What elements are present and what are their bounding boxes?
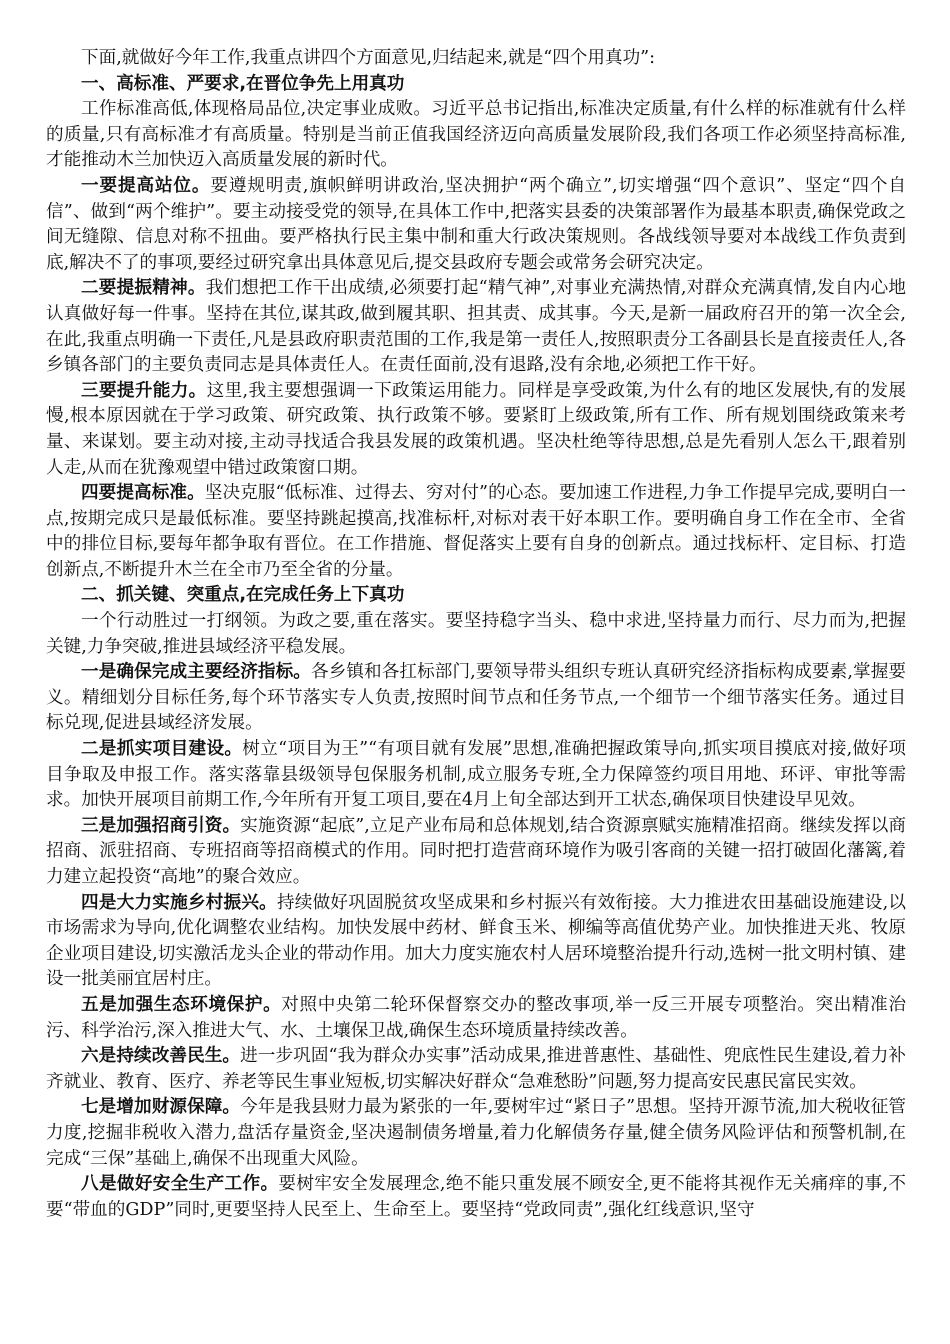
section-2-item-5 xyxy=(46,993,906,1044)
item-lead: 七是增加财源保障。 xyxy=(81,1097,241,1118)
section-1-item-2 xyxy=(46,276,906,378)
item-text: 持续做好巩固脱贫攻坚成果和乡村振兴有效衔接。大力推进农田基础设施建设,以市场需求为导向,优化调整农业结构。加快发展中药材、鲜食玉米、柳编等高值优势产业。加快推进天兆、牧原企业项目建设,切实激活龙头企业的带动作用。加大力度实施农村人居环境整治提升行动,选树一批文明村镇、建设一批美丽宜居村庄。 xyxy=(46,892,906,990)
section-2-item-8 xyxy=(46,1172,906,1223)
item-text: 树立“项目为王”“有项目就有发展”思想,准确把握政策导向,抓实项目摸底对接,做好项目争取及申报工作。落实落靠县级领导包保服务机制,成立服务专班,全力保障签约项目用地、环评、审批等需求。加快开展项目前期工作,今年所有开复工项目,要在4月上旬全部达到开工状态,确保项目快建设早见效。 xyxy=(46,739,906,811)
section-2-item-1 xyxy=(46,660,906,737)
section-2-item-4 xyxy=(46,891,906,993)
item-text: 实施资源“起底”,立足产业布局和总体规划,结合资源禀赋实施精准招商。继续发挥以商招商、派驻招商、专班招商等招商模式的作用。同时把打造营商环境作为吸引客商的关键一招打破固化藩篱,着力建立起投资“高地”的聚合效应。 xyxy=(46,815,906,887)
section-2-heading: 二、抓关键、突重点,在完成任务上下真功 xyxy=(81,585,405,606)
section-2-item-2 xyxy=(46,737,906,814)
item-text: 坚决克服“低标准、过得去、穷对付”的心态。要加速工作进程,力争工作提早完成,要明白一点,按期完成只是最低标准。要坚持跳起摸高,找准标杆,对标对表干好本职工作。要明确自身工作在全市、全省中的排位目标,要每年都争取有晋位。在工作措施、督促落实上要有自身的创新点。通过找标杆、定目标、打造创新点,不断提升木兰在全市乃至全省的分量。 xyxy=(46,483,906,580)
item-text: 这里,我主要想强调一下政策运用能力。同样是享受政策,为什么有的地区发展快,有的发展慢,根本原因就在于学习政策、研究政策、执行政策不够。要紧盯上级政策,所有工作、所有规划围绕政策来考量、来谋划。要主动对接,主动寻找适合我县发展的政策机遇。坚决杜绝等待思想,总是先看别人怎么干,跟着别人走,从而在犹豫观望中错过政策窗口期。 xyxy=(46,380,906,478)
item-lead: 二是抓实项目建设。 xyxy=(81,739,243,760)
item-lead: 三要提升能力。 xyxy=(81,380,207,401)
item-lead: 一是确保完成主要经济指标。 xyxy=(81,662,311,683)
item-lead: 二要提振精神。 xyxy=(81,278,206,299)
item-text: 要遵规明责,旗帜鲜明讲政治,坚决拥护“两个确立”,切实增强“四个意识”、坚定“四个自信”、做到“两个维护”。要主动接受党的领导,在具体工作中,把落实县委的决策部署作为最基本职责,确保党政之间无缝隙、信息对称不扭曲。要严格执行民主集中制和重大行政决策规则。各战线领导要对本战线工作负责到底,解决不了的事项,要经过研究拿出具体意见后,提交县政府专题会或常务会研究决定。 xyxy=(46,175,906,273)
item-lead: 五是加强生态环境保护。 xyxy=(81,994,282,1015)
item-text: 各乡镇和各扛标部门,要领导带头组织专班认真研究经济指标构成要素,掌握要义。精细划分目标任务,每个环节落实专人负责,按照时间节点和任务节点,一个细节一个细节落实任务。通过目标兑现,促进县域经济发展。 xyxy=(46,662,906,734)
section-2-intro: 一个行动胜过一打纲领。为政之要,重在落实。要坚持稳字当头、稳中求进,坚持量力而行、尽力而为,把握关键,力争突破,推进县域经济平稳发展。 xyxy=(46,611,906,657)
item-text: 对照中央第二轮环保督察交办的整改事项,举一反三开展专项整治。突出精准治污、科学治污,深入推进大气、水、土壤保卫战,确保生态环境质量持续改善。 xyxy=(46,994,906,1041)
item-lead: 一要提高站位。 xyxy=(81,175,211,196)
item-lead: 八是做好安全生产工作。 xyxy=(81,1174,279,1195)
item-text: 进一步巩固“我为群众办实事”活动成果,推进普惠性、基础性、兜底性民生建设,着力补齐就业、教育、医疗、养老等民生事业短板,切实解决好群众“急难愁盼”问题,努力提高安民惠民富民实效。 xyxy=(46,1046,906,1092)
section-2-item-3 xyxy=(46,814,906,891)
section-1-heading: 一、高标准、严要求,在晋位争先上用真功 xyxy=(81,73,405,94)
item-lead: 三是加强招商引资。 xyxy=(81,815,241,836)
section-2-item-6 xyxy=(46,1044,906,1095)
item-lead: 四要提高标准。 xyxy=(81,483,205,504)
section-1-intro: 工作标准高低,体现格局品位,决定事业成败。习近平总书记指出,标准决定质量,有什么样的标准就有什么样的质量,只有高标准才有高质量。特别是当前正值我国经济迈向高质量发展阶段,我们各项工作必须坚持高标准,才能推动木兰加快迈入高质量发展的新时代。 xyxy=(46,99,906,171)
item-lead: 四是大力实施乡村振兴。 xyxy=(81,892,277,913)
section-2-item-7 xyxy=(46,1095,906,1172)
section-1-item-1 xyxy=(46,174,906,276)
intro-paragraph: 下面,就做好今年工作,我重点讲四个方面意见,归结起来,就是“四个用真功”: xyxy=(81,48,656,68)
section-1-item-4 xyxy=(46,481,906,583)
item-text: 今年是我县财力最为紧张的一年,要树牢过“紧日子”思想。坚持开源节流,加大税收征管力度,挖掘非税收入潜力,盘活存量资金,坚决遏制债务增量,着力化解债务存量,健全债务风险评估和预警机制,在完成“三保”基础上,确保不出现重大风险。 xyxy=(46,1097,906,1169)
item-lead: 六是持续改善民生。 xyxy=(81,1046,241,1067)
item-text: 要树牢安全发展理念,绝不能只重发展不顾安全,更不能将其视作无关痛痒的事,不要“带血的GDP”同时,更要坚持人民至上、生命至上。要坚持“党政同责”,强化红线意识,坚守 xyxy=(46,1174,906,1220)
section-1-item-3 xyxy=(46,379,906,481)
item-text: 我们想把工作干出成绩,必须要打起“精气神”,对事业充满热情,对群众充满真情,发自内心地认真做好每一件事。坚持在其位,谋其政,做到履其职、担其责、成其事。今天,是新一届政府召开的第一次全会,在此,我重点明确一下责任,凡是县政府职责范围的工作,我是第一责任人,按照职责分工各副县长是直接责任人,各乡镇各部门的主要负责同志是具体责任人。在责任面前,没有退路,没有余地,必须把工作干好。 xyxy=(46,278,906,376)
